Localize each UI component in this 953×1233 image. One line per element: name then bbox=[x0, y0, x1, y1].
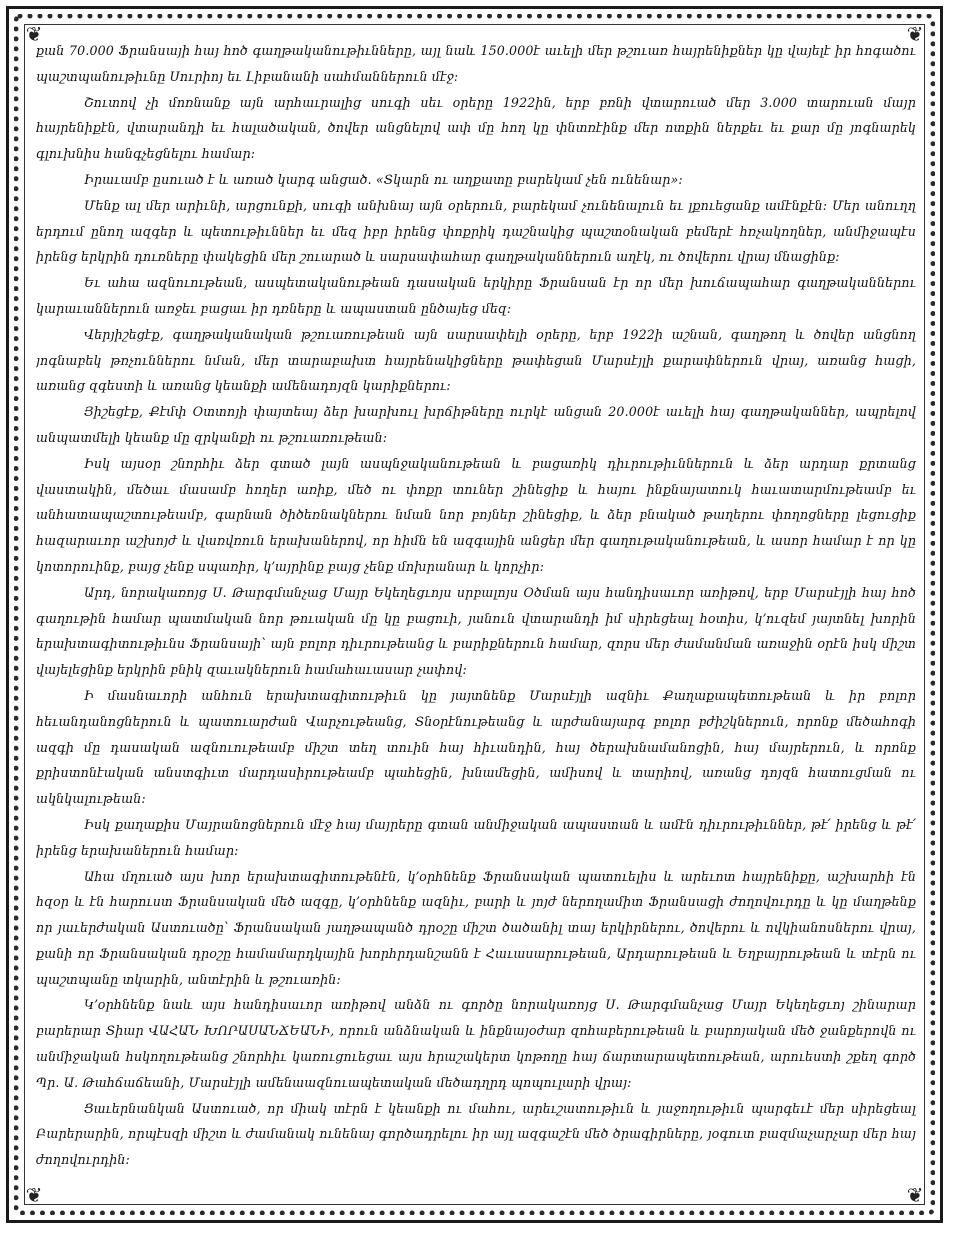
corner-ornament-icon: ❦ bbox=[25, 1183, 43, 1207]
corner-ornament-icon: ❦ bbox=[25, 22, 43, 46]
paragraph: Յիշեցէք, Քէմփ Օտտոյի փայտեայ ձեր խարխուլ խրճիթները ուրկէ անցան 20.000է աւելի հայ գաղթականներ, ապրելով անպատմելի կեանք մը զրկանքի ու թշուառութեան։ bbox=[36, 404, 916, 445]
paragraph: Արդ, նորակառոյց Ս. Թարգմանչաց Մայր Եկեղեցւոյս սրբալոյս Օծման այս հանդիսաւոր առիթով, երբ Մարսէյլի հայ հոծ գաղութին համար պատմական նոր թուական մը կը բացուի, յանուն վտարանդի իմ սիրեցեալ հօտիս, կ՚ուզեմ յայտնել խորին երախտագիտութիւնս Ֆրանսայի՝ այն բոլոր դիւրութեանց և բարիքներուն համար, զորս մեր ժամանման առաջին օրէն իսկ միշտ վայելեցինք երկրին բնիկ զաւակներուն համահաւասար չափով։ bbox=[36, 584, 916, 678]
paragraph: Շուտով չի մոռնանք այն արհաւրալից սուգի սեւ օրերը 1922ին, երբ բռնի վտարուած մեր 3.000 տարուան մայր հայրենիքէն, վտարանդի եւ հալածական, ծովեր անցնելով ափ մը հող կը փնտռէինք մեր ոտքին ներքեւ եւ քար մը յոգնարեկ գլուխնիս հանգչեցնելու համար։ bbox=[36, 94, 916, 162]
paragraph: Եւ ահա ազնուութեան, ասպետականութեան դասական երկիրը Ֆրանսան էր որ մեր խուճապահար գաղթականներու կարաւաններուն առջեւ բացաւ իր դռները և ապաստան ընծայեց մեզ։ bbox=[36, 275, 916, 316]
paragraph: Իսկ քաղաքիս Մայրանոցներուն մէջ հայ մայրերը գտան անմիջական ապաստան և ամէն դիւրութիւններ, թէ՛ իրենց և թէ՛ իրենց երախաներուն համար։ bbox=[36, 816, 916, 858]
corner-ornament-icon: ❦ bbox=[906, 1183, 924, 1207]
paragraph: Մենք ալ մեր արիւնի, արցունքի, սուգի անխնայ այն օրերուն, բարեկամ չունենալուն եւ լքուեցանք ամէնքէն։ Մեր անուղղ երդում ընող ազգեր և պետութիւններ եւ մեզ իբր իրենց փոքրիկ դաշնակից պաշտօնական բեմերէ հռչակողներ, անմիջապէս իրենց երկրին դուռները փակեցին մեր շուարած և սարսափահար գաղթականներուն աղէկ, ու ծովերու վրայ մնացինք։ bbox=[36, 197, 916, 265]
paragraph: Ցաւերնանկան Աստուած, որ միակ տէրն է կեանքի ու մահու, արեւշատութիւն և յաջողութիւն պարգեւէ մեր սիրեցեալ Բարերարին, որպէսզի միշտ և ժամանակ ունենայ գործադրելու իր այլ ազգաշէն մեծ ծրագիրները, յօգուտ բազմաչարչար մեր հայ ժողովուրդին։ bbox=[36, 1100, 916, 1168]
paragraph: Կ՚օրհնենք նաև այս հանդիսաւոր առիթով անձն ու գործը նորակառոյց Ս. Թարգմանչաց Մայր Եկեղեցւոյ շինարար բարերար Տիար ՎԱՀԱՆ ԽՈՐԱՍԱՆՃԵԱՆԻ, որուն անձնական և ինքնայօժար զոհաբերութեան և բարոյական մեծ ջանքերովն ու անմիջական հսկողութեանց շնորհիւ կառուցուեցաւ այս հրաշակերտ կոթողը հայ ճարտարապետութեան, արուեստի շքեղ գործ Պր. Ա. Թահճաճեանի, Մարսէյլի ամենաազնուապետական մեծադղրդ պոպուլարի վրայ։ bbox=[36, 997, 916, 1090]
paragraph: Վերյիշեցէք, գաղթականական թշուառութեան այն սարսափելի օրերը, երբ 1922ի աշնան, գաղթող և ծովեր անցնող յոգնաբեկ թռչուններու նման, մեր տարաբախտ հայրենակիցները թափեցան Մարսէյլի քարափներուն վրայ, առանց հացի, առանց զգեստի և առանց կեանքի ամենադոյզն կարիքներու։ bbox=[36, 326, 916, 394]
paragraph: քան 70.000 Ֆրանսայի հայ հոծ գաղթականութիւնները, այլ նաև 150.000է աւելի մեր թշուառ հայրենիքներ կը վայելէ իր հոգածու պաշտպանութիւնը Սուրիոյ եւ Լիբանանի սահմաններուն մէջ։ bbox=[36, 43, 916, 84]
paragraph: Իրաւամբ ըսուած է և առած կարգ անցած. «Տկարն ու աղքատը բարեկամ չեն ունենար»։ bbox=[84, 171, 683, 187]
paragraph: Ի մասնաւորի անհուն երախտագիտութիւն կը յայտնենք Մարսէյլի ազնիւ Քաղաքապետութեան և իր բոլոր հեւանդանոցներուն և պատուարժան Վարչութեանց, Տնօրէնութեանց և արժանայարգ բոլոր բժիշկներուն, որոնք մեծահոգի ազգի մը դասական ազնուութեամբ միշտ տեղ տուին հայ հիւանդին, հայ ծերախնամանոցին, հայ մայրերուն, և որոնք քրիստոնէական անստգիւտ մարդասիրութեամբ պահեցին, խնամեցին, ամիսով և տարիով, առանց դոյզն հատուցման ու ակնկալութեան։ bbox=[36, 687, 916, 807]
corner-ornament-icon: ❦ bbox=[906, 22, 924, 46]
document-body bbox=[36, 38, 916, 1188]
paragraph: Իսկ այսօր շնորհիւ ձեր գտած լայն ասպնջականութեան և բացառիկ դիւրութիւններուն և ձեր արդար քրտանց վաստակին, մեծաւ մասամբ հողեր առիք, մեծ ու փոքր տուներ շինեցիք և հայու ինքնայատուկ հաւատարմութեամբ եւ անհատապաշտութեամբ, գարնան ծիծեռնակներու նման նոր բոյներ շինեցիք, և ձեր բնակած թաղերու փողոցները լեցուցիք հազարաւոր աշխոյժ և վառվռուն երախաներով, որ հիմն են ազգային անցեր մեր գաղութականութեան, և ասոր համար է որ կը կոտորուինք, բայց չենք սպառիր, կ՚այրինք բայց չենք մոխրանար և կորչիր։ bbox=[36, 455, 916, 574]
paragraph: Ահա մղուած այս խոր երախտագիտութենէն, կ՚օրհնենք Ֆրանսական պատուելիս և արեւոտ հայրենիքը, աշխարհի էն հզօր և էն հարուստ Ֆրանսական մեծ ազգը, կ՚օրհնենք ազնիւ, բարի և յոյժ ներողամիտ Ֆրանսացի ժողովուրդը և կը մաղթենք որ յաւերժական Աստուածը՝ Ֆրանսական յաղթապանծ դրօշը միշտ ծածանիլ տայ երկիրներու, ծովերու և ովկիանոսներու վրայ, քանի որ Ֆրանսական դրօշը համամարդկային խորհրդանշանն է Հաւասարութեան, Արդարութեան և Եղբայրութեան և տէրն ու պաշտպանը տկարին, անտէրին և թշուառին։ bbox=[36, 868, 916, 987]
